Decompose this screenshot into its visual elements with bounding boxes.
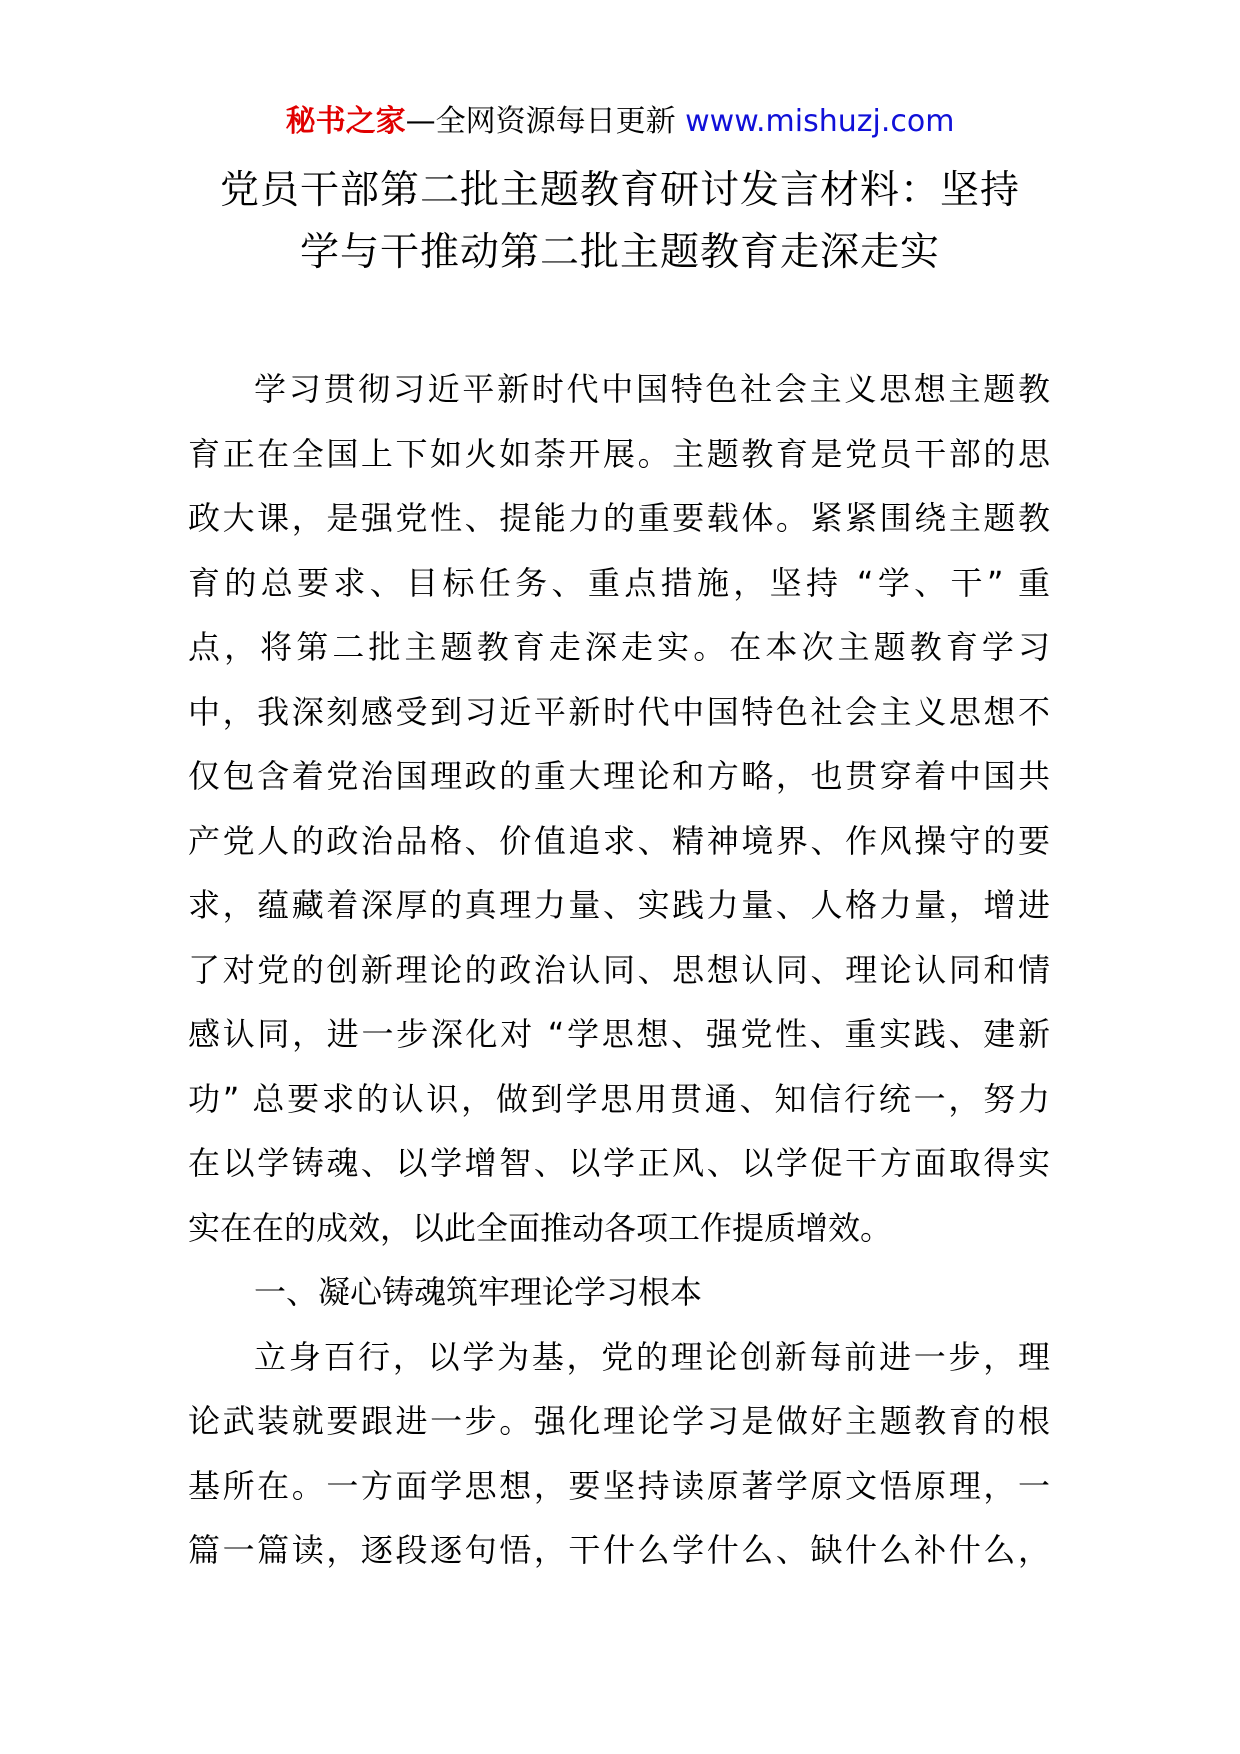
site-tagline: —全网资源每日更新 <box>405 104 676 139</box>
text-line: 感认同，进一步深化对 “学思想、强党性、重实践、建新 <box>188 1015 1050 1053</box>
document-title <box>150 160 1090 284</box>
text-line: 仅包含着党治国理政的重大理论和方略，也贯穿着中国共 <box>188 757 1050 795</box>
section-heading-text: 一、凝心铸魂筑牢理论学习根本 <box>254 1273 703 1311</box>
title-line: 党员干部第二批主题教育研讨发言材料：坚持 <box>219 168 1020 213</box>
section-heading <box>188 1260 1050 1325</box>
text-line: 了对党的创新理论的政治认同、思想认同、理论认同和情 <box>188 950 1050 989</box>
text-line: 基所在。一方面学思想，要坚持读原著学原文悟原理，一 <box>188 1466 1050 1505</box>
text-line: 求，蕴藏着深厚的真理力量、实践力量、人格力量，增进 <box>188 886 1050 924</box>
text-line: 在以学铸魂、以学增智、以学正风、以学促干方面取得实 <box>188 1144 1050 1182</box>
text-line: 政大课，是强党性、提能力的重要载体。紧紧围绕主题教 <box>188 499 1050 537</box>
text-line: 实在在的成效，以此全面推动各项工作提质增效。 <box>188 1208 893 1247</box>
text-line: 育正在全国上下如火如荼开展。主题教育是党员干部的思 <box>188 434 1050 473</box>
site-brand: 秘书之家 <box>285 104 406 139</box>
text-line: 中，我深刻感受到习近平新时代中国特色社会主义思想不 <box>188 692 1050 731</box>
document-body <box>188 357 1050 1583</box>
site-header <box>0 100 1240 144</box>
text-line: 篇一篇读，逐段逐句悟，干什么学什么、缺什么补什么， <box>188 1531 1050 1569</box>
text-line: 论武装就要跟进一步。强化理论学习是做好主题教育的根 <box>188 1402 1050 1440</box>
site-url-link[interactable]: www.mishuzj.com <box>685 104 955 139</box>
text-line: 点，将第二批主题教育走深走实。在本次主题教育学习 <box>188 628 1050 666</box>
paragraph-section-one <box>188 1325 1050 1583</box>
title-line: 学与干推动第二批主题教育走深走实 <box>299 230 940 275</box>
text-line: 功” 总要求的认识，做到学思用贯通、知信行统一，努力 <box>188 1079 1050 1118</box>
text-line: 产党人的政治品格、价值追求、精神境界、作风操守的要 <box>188 821 1050 860</box>
text-line: 立身百行，以学为基，党的理论创新每前进一步，理 <box>254 1337 1050 1376</box>
text-line: 学习贯彻习近平新时代中国特色社会主义思想主题教 <box>254 370 1050 408</box>
text-line: 育的总要求、目标任务、重点措施，坚持 “学、干” 重 <box>188 563 1050 602</box>
paragraph-intro <box>188 357 1050 1260</box>
